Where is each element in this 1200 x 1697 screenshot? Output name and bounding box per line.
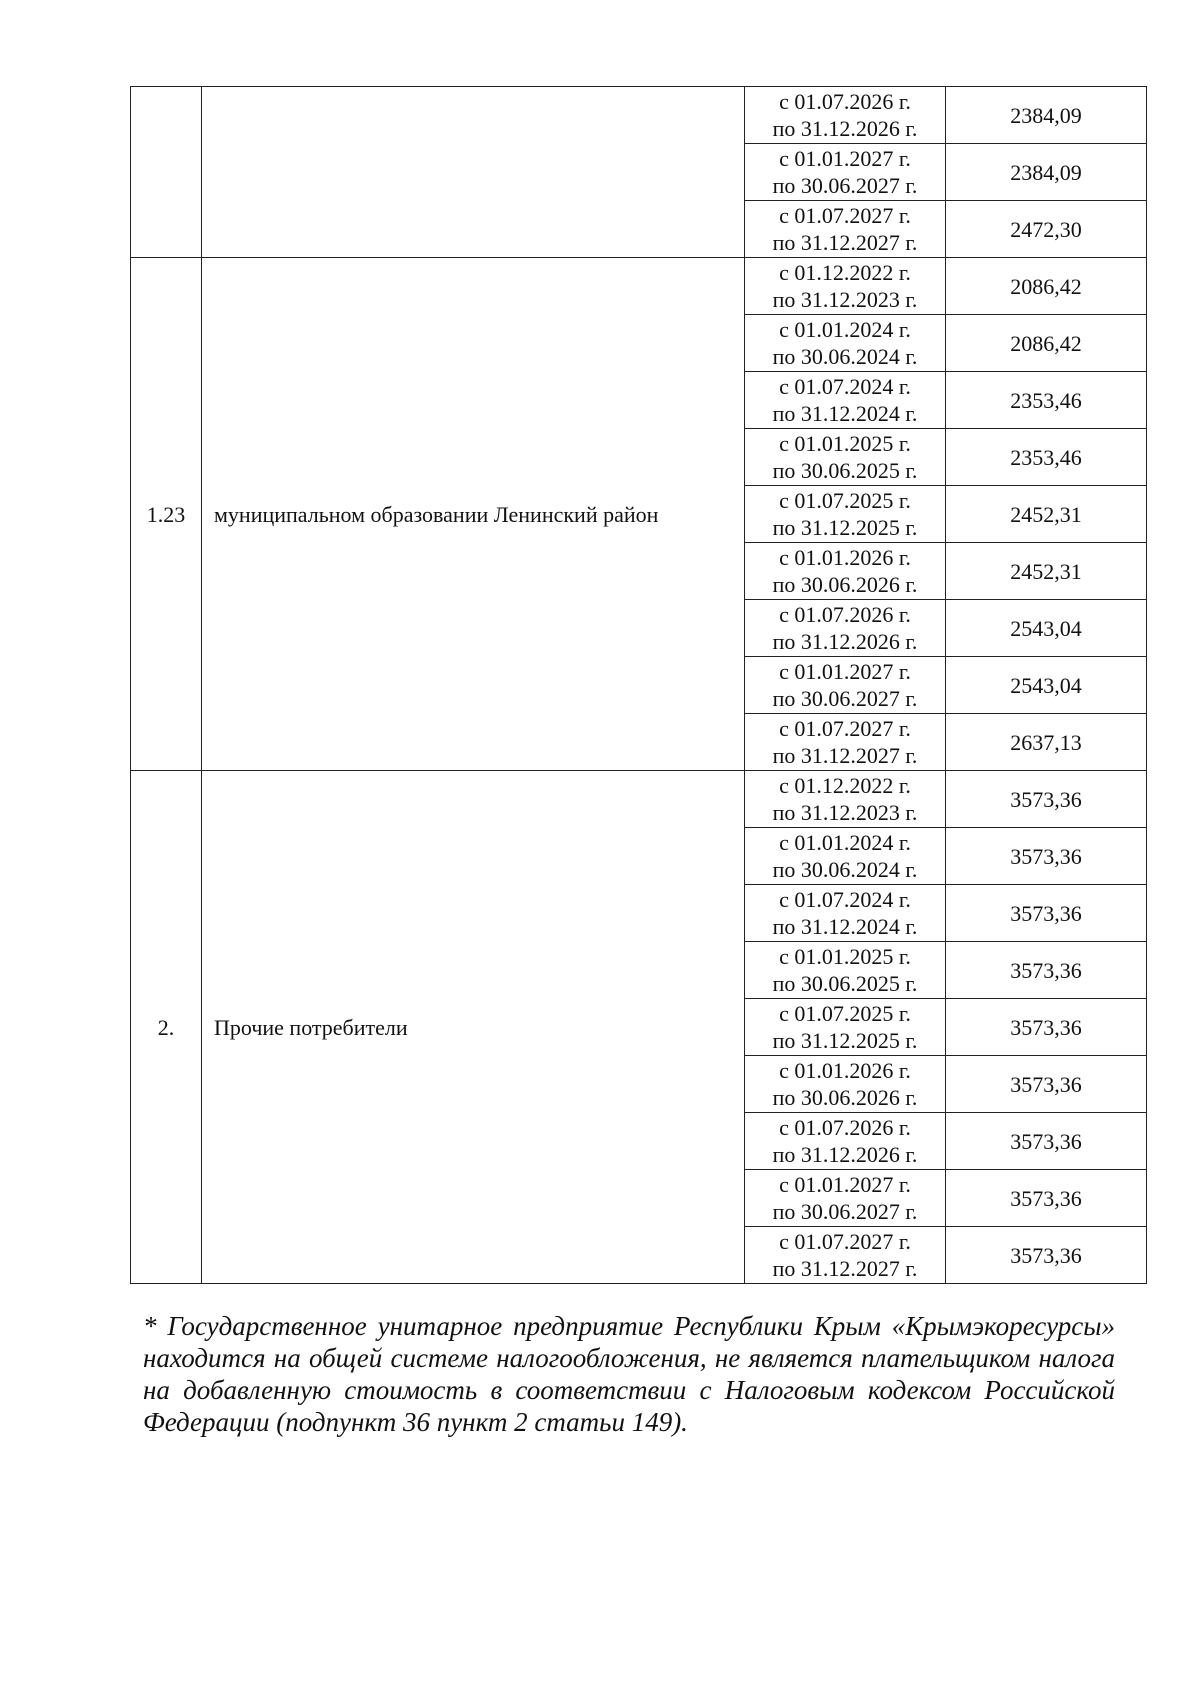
- period-to: по 31.12.2027 г.: [772, 743, 918, 768]
- period-from: с 01.01.2025 г.: [779, 431, 911, 456]
- period-cell: [745, 1056, 946, 1113]
- item-number-cell: 1.23: [131, 258, 202, 771]
- tariff-value-cell: 2353,46: [946, 429, 1147, 486]
- period-to: по 31.12.2026 г.: [772, 629, 918, 654]
- period-from: с 01.01.2027 г.: [779, 146, 911, 171]
- tariff-table: [130, 86, 1147, 1284]
- tariff-value-cell: 2452,31: [946, 543, 1147, 600]
- period-to: по 31.12.2024 г.: [772, 914, 918, 939]
- tariff-value-cell: 3573,36: [946, 1227, 1147, 1284]
- period-cell: [745, 543, 946, 600]
- tariff-value-cell: 2543,04: [946, 600, 1147, 657]
- period-cell: [745, 258, 946, 315]
- tariff-value-cell: 2472,30: [946, 201, 1147, 258]
- period-from: с 01.07.2027 г.: [779, 1229, 911, 1254]
- period-cell: [745, 201, 946, 258]
- period-to: по 30.06.2025 г.: [772, 458, 918, 483]
- period-from: с 01.07.2026 г.: [779, 89, 911, 114]
- period-cell: [745, 1170, 946, 1227]
- table-body: [131, 87, 1147, 1284]
- period-from: с 01.07.2025 г.: [779, 1001, 911, 1026]
- period-cell: [745, 714, 946, 771]
- period-to: по 31.12.2025 г.: [772, 1028, 918, 1053]
- tariff-value-cell: 3573,36: [946, 771, 1147, 828]
- period-from: с 01.07.2027 г.: [779, 716, 911, 741]
- period-to: по 30.06.2026 г.: [772, 1085, 918, 1110]
- period-cell: [745, 885, 946, 942]
- period-cell: [745, 828, 946, 885]
- period-to: по 31.12.2023 г.: [772, 800, 918, 825]
- period-from: с 01.01.2025 г.: [779, 944, 911, 969]
- table-row: [131, 771, 1147, 828]
- tariff-value-cell: 2353,46: [946, 372, 1147, 429]
- period-cell: [745, 600, 946, 657]
- period-cell: [745, 429, 946, 486]
- period-to: по 31.12.2026 г.: [772, 1142, 918, 1167]
- period-from: с 01.07.2026 г.: [779, 602, 911, 627]
- period-cell: [745, 771, 946, 828]
- item-number-cell: 2.: [131, 771, 202, 1284]
- period-cell: [745, 999, 946, 1056]
- period-cell: [745, 1227, 946, 1284]
- period-to: по 30.06.2024 г.: [772, 344, 918, 369]
- tariff-value-cell: 3573,36: [946, 828, 1147, 885]
- period-from: с 01.07.2027 г.: [779, 203, 911, 228]
- tariff-value-cell: 3573,36: [946, 1113, 1147, 1170]
- consumer-name-cell: муниципальном образовании Ленинский район: [202, 258, 745, 771]
- table-row: [131, 87, 1147, 144]
- period-from: с 01.07.2026 г.: [779, 1115, 911, 1140]
- period-cell: [745, 486, 946, 543]
- period-cell: [745, 87, 946, 144]
- period-to: по 31.12.2024 г.: [772, 401, 918, 426]
- tariff-value-cell: 3573,36: [946, 1056, 1147, 1113]
- tariff-value-cell: 3573,36: [946, 999, 1147, 1056]
- period-cell: [745, 942, 946, 999]
- period-from: с 01.01.2024 г.: [779, 317, 911, 342]
- tariff-value-cell: 2452,31: [946, 486, 1147, 543]
- period-to: по 31.12.2027 г.: [772, 1256, 918, 1281]
- tariff-value-cell: 2086,42: [946, 258, 1147, 315]
- period-to: по 30.06.2027 г.: [772, 686, 918, 711]
- period-from: с 01.07.2025 г.: [779, 488, 911, 513]
- period-to: по 30.06.2025 г.: [772, 971, 918, 996]
- tariff-value-cell: 2637,13: [946, 714, 1147, 771]
- period-to: по 31.12.2025 г.: [772, 515, 918, 540]
- period-to: по 30.06.2027 г.: [772, 173, 918, 198]
- period-cell: [745, 315, 946, 372]
- tariff-value-cell: 2384,09: [946, 144, 1147, 201]
- period-cell: [745, 144, 946, 201]
- period-from: с 01.07.2024 г.: [779, 887, 911, 912]
- tariff-value-cell: 2086,42: [946, 315, 1147, 372]
- consumer-name-cell: Прочие потребители: [202, 771, 745, 1284]
- period-from: с 01.01.2024 г.: [779, 830, 911, 855]
- period-cell: [745, 657, 946, 714]
- period-from: с 01.01.2027 г.: [779, 659, 911, 684]
- period-to: по 31.12.2023 г.: [772, 287, 918, 312]
- period-cell: [745, 1113, 946, 1170]
- tariff-value-cell: 2384,09: [946, 87, 1147, 144]
- period-to: по 31.12.2027 г.: [772, 230, 918, 255]
- consumer-name-cell: [202, 87, 745, 258]
- period-from: с 01.07.2024 г.: [779, 374, 911, 399]
- period-from: с 01.01.2026 г.: [779, 1058, 911, 1083]
- period-to: по 31.12.2026 г.: [772, 116, 918, 141]
- tariff-value-cell: 3573,36: [946, 1170, 1147, 1227]
- period-from: с 01.01.2026 г.: [779, 545, 911, 570]
- tariff-value-cell: 3573,36: [946, 942, 1147, 999]
- period-from: с 01.12.2022 г.: [779, 773, 911, 798]
- item-number-cell: [131, 87, 202, 258]
- footnote: * Государственное унитарное предприятие Республики Крым «Крымэкоресурсы» находится на общей системе налогообложения, не является плательщиком налога на добавленную стоимость в соответствии с Налоговым кодексом Российской Федерации (подпункт 36 пункт 2 статьи 149).: [143, 1311, 1115, 1437]
- tariff-value-cell: 3573,36: [946, 885, 1147, 942]
- period-to: по 30.06.2024 г.: [772, 857, 918, 882]
- period-cell: [745, 372, 946, 429]
- period-to: по 30.06.2026 г.: [772, 572, 918, 597]
- period-from: с 01.12.2022 г.: [779, 260, 911, 285]
- period-from: с 01.01.2027 г.: [779, 1172, 911, 1197]
- tariff-value-cell: 2543,04: [946, 657, 1147, 714]
- period-to: по 30.06.2027 г.: [772, 1199, 918, 1224]
- table-row: [131, 258, 1147, 315]
